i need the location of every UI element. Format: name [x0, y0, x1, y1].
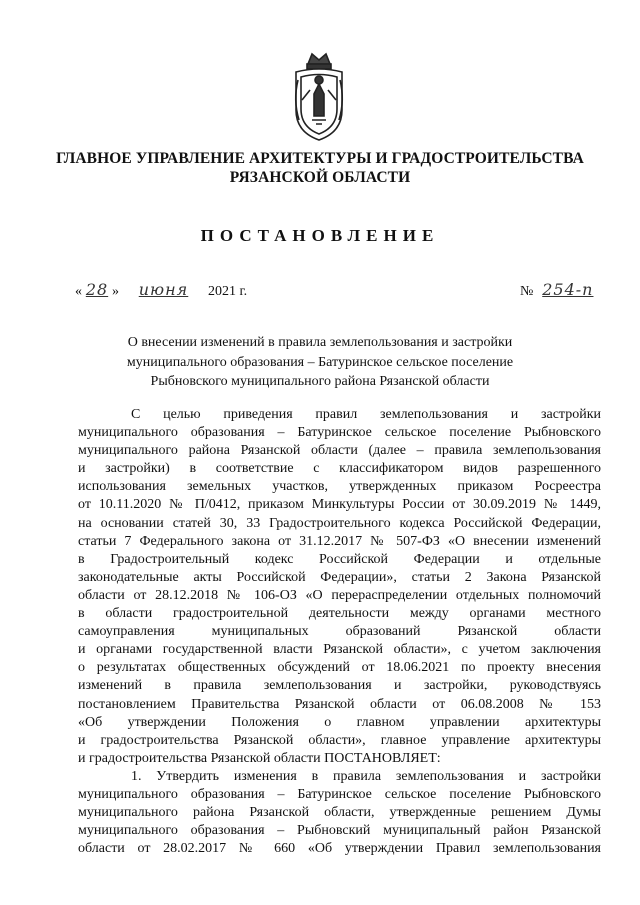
- body-line: от 10.11.2020 № П/0412, приказом Минкультуры России от 30.09.2019 № 1449,: [78, 497, 601, 513]
- body-line: муниципального образования – Батуринское сельское поселение Рыбновского: [78, 425, 601, 441]
- number-label: №: [520, 284, 534, 299]
- date-month: июня: [138, 280, 189, 299]
- body-line: области от 28.12.2018 № 106-ОЗ «О перераспределении отдельных полномочий: [78, 587, 601, 603]
- document-number: [520, 280, 599, 300]
- body-line: о результатах общественных обсуждений от 18.06.2021 по проекту внесения: [78, 660, 601, 676]
- body-line: муниципального образования – Рыбновский муниципальный район Рязанской: [78, 823, 601, 839]
- document-subject: [90, 333, 550, 392]
- body-line: самоуправления муниципальных образований Рязанской области: [78, 624, 601, 640]
- coat-of-arms-icon: [290, 50, 348, 144]
- date-open-quote: «: [75, 284, 82, 299]
- number-value: 254-п: [542, 280, 594, 299]
- body-line: и градостроительства Рязанской области», главное управление архитектуры: [78, 732, 601, 748]
- body-line: и градостроительства Рязанской области ПОСТАНОВЛЯЕТ:: [78, 750, 441, 766]
- body-line: изменений в правила землепользования и застройки, руководствуясь: [78, 678, 601, 694]
- body-line: законодательные акты Российской Федерации», статьи 2 Закона Рязанской: [78, 569, 601, 585]
- date-close-quote: »: [112, 284, 119, 299]
- body-line: на основании статей 30, 33 Градостроительного кодекса Российской Федерации,: [78, 515, 601, 531]
- subject-line: муниципального образования – Батуринское сельское поселение: [126, 354, 514, 370]
- body-line: С целью приведения правил землепользования и застройки: [131, 407, 601, 422]
- document-body: [78, 406, 601, 858]
- body-line: в Градостроительный кодекс Российской Федерации и отдельные: [78, 551, 601, 567]
- body-line: и застройки) в соответствие с классификатором видов разрешенного: [78, 461, 601, 477]
- body-line: «Об утверждении Положения о главном управлении архитектуры: [78, 714, 601, 730]
- body-line: постановлением Правительства Рязанской области от 06.08.2008 № 153: [78, 696, 601, 712]
- organization-name-line1: ГЛАВНОЕ УПРАВЛЕНИЕ АРХИТЕКТУРЫ И ГРАДОСТРОИТЕЛЬСТВА: [56, 150, 584, 167]
- body-line: 1. Утвердить изменения в правила землепользования и застройки: [131, 768, 601, 784]
- body-line: в области градостроительной деятельности между органами местного: [78, 606, 601, 622]
- document-type-title: ПОСТАНОВЛЕНИЕ: [200, 226, 440, 245]
- body-line: муниципального района Рязанской области, утвержденные решением Думы: [78, 805, 601, 821]
- body-line: области от 28.02.2017 № 660 «Об утверждении Правил землепользования: [78, 841, 601, 857]
- date-day: 28: [85, 280, 109, 299]
- subject-line: О внесении изменений в правила землепользования и застройки: [127, 335, 513, 350]
- body-line: муниципального образования – Батуринское сельское поселение Рыбновского: [78, 786, 601, 802]
- body-line: статьи 7 Федерального закона от 31.12.2017 № 507-ФЗ «О внесении изменений: [78, 533, 601, 549]
- body-line: муниципального района Рязанской области (далее – правила землепользования: [78, 443, 601, 459]
- body-line: и органами государственной власти Рязанской области», с учетом заключения: [78, 642, 601, 658]
- document-date: [75, 280, 247, 300]
- subject-line: Рыбновского муниципального района Рязанской области: [150, 374, 490, 389]
- body-line: использования земельных участков, утвержденных приказом Росреестра: [78, 479, 601, 495]
- organization-name-line2: РЯЗАНСКОЙ ОБЛАСТИ: [229, 169, 411, 186]
- date-year: 2021 г.: [208, 284, 248, 299]
